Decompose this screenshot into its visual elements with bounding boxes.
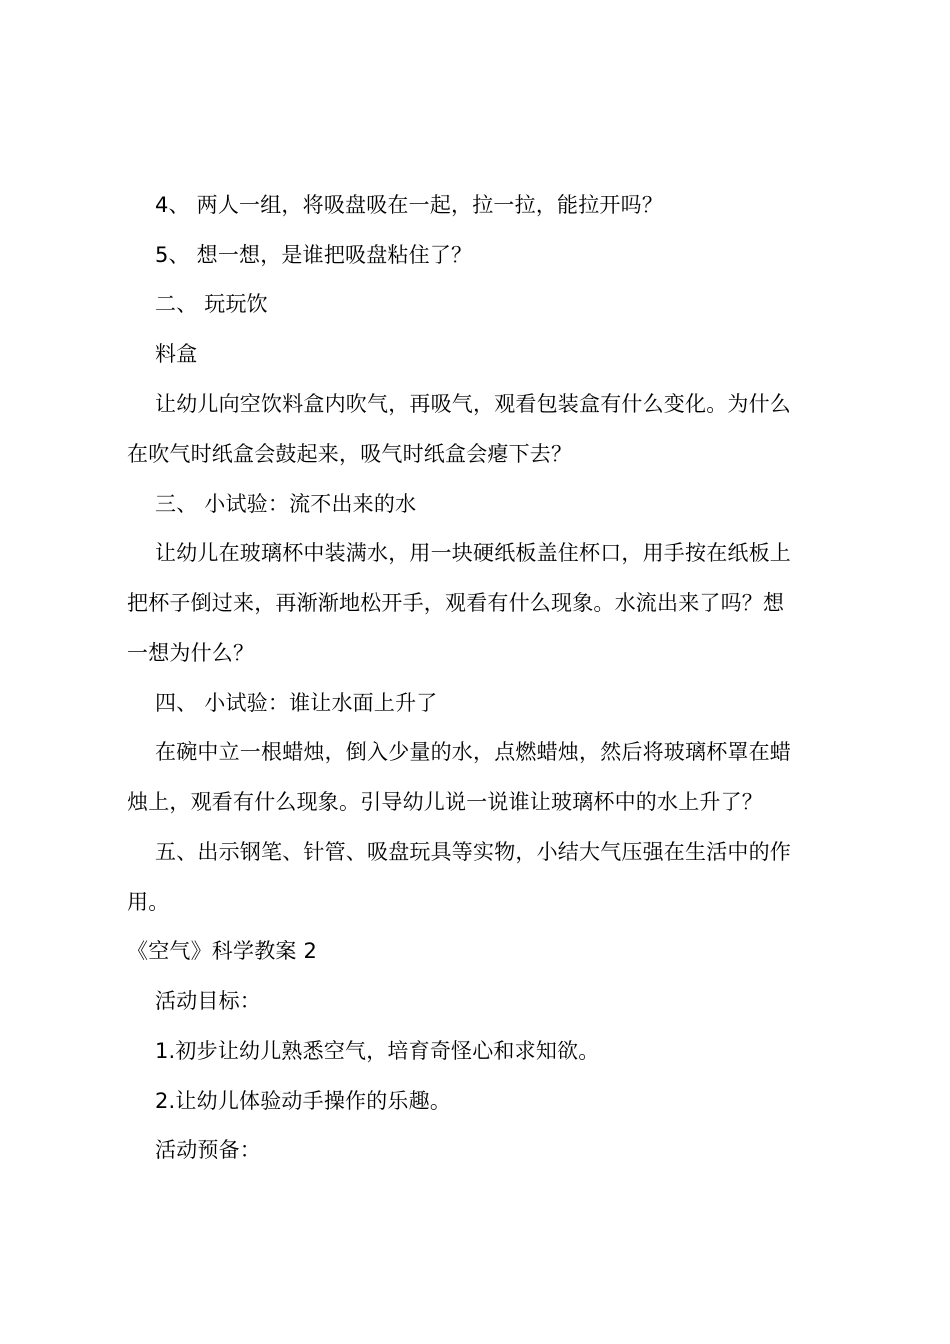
section-heading-5: 五、出示钢笔、针管、吸盘玩具等实物，小结大气压强在生活中的作 <box>155 840 791 864</box>
section-heading-2: 二、 玩玩饮 <box>155 292 268 316</box>
goal-item-1: 1.初步让幼儿熟悉空气，培育奇怪心和求知欲。 <box>155 1039 600 1063</box>
paragraph-line: 在碗中立一根蜡烛，倒入少量的水，点燃蜡烛，然后将玻璃杯罩在蜡 <box>155 740 791 764</box>
goal-item-2: 2.让幼儿体验动手操作的乐趣。 <box>155 1089 452 1113</box>
section-heading-3: 三、 小试验：流不出来的水 <box>155 492 417 516</box>
paragraph-line: 让幼儿向空饮料盒内吹气，再吸气，观看包装盒有什么变化。为什么 <box>155 392 791 416</box>
paragraph-line: 让幼儿在玻璃杯中装满水，用一块硬纸板盖住杯口，用手按在纸板上 <box>155 541 791 565</box>
paragraph-step-5: 5、 想一想，是谁把吸盘粘住了？ <box>155 243 473 267</box>
paragraph-line: 一想为什么？ <box>127 641 255 665</box>
paragraph-step-4: 4、 两人一组，将吸盘吸在一起，拉一拉，能拉开吗？ <box>155 193 664 217</box>
section-heading-2-continued: 料盒 <box>155 342 198 366</box>
paragraph-line: 用。 <box>127 890 170 914</box>
paragraph-line: 在吹气时纸盒会鼓起来，吸气时纸盒会瘪下去？ <box>127 442 573 466</box>
section-heading-4: 四、 小试验：谁让水面上升了 <box>155 691 438 715</box>
activity-preparation-heading: 活动预备： <box>155 1138 261 1162</box>
paragraph-line: 把杯子倒过来，再渐渐地松开手，观看有什么现象。水流出来了吗？想 <box>127 591 785 615</box>
paragraph-line: 烛上，观看有什么现象。引导幼儿说一说谁让玻璃杯中的水上升了？ <box>127 790 763 814</box>
activity-goals-heading: 活动目标： <box>155 989 261 1013</box>
lesson-title: 《空气》科学教案 2 <box>127 939 318 963</box>
